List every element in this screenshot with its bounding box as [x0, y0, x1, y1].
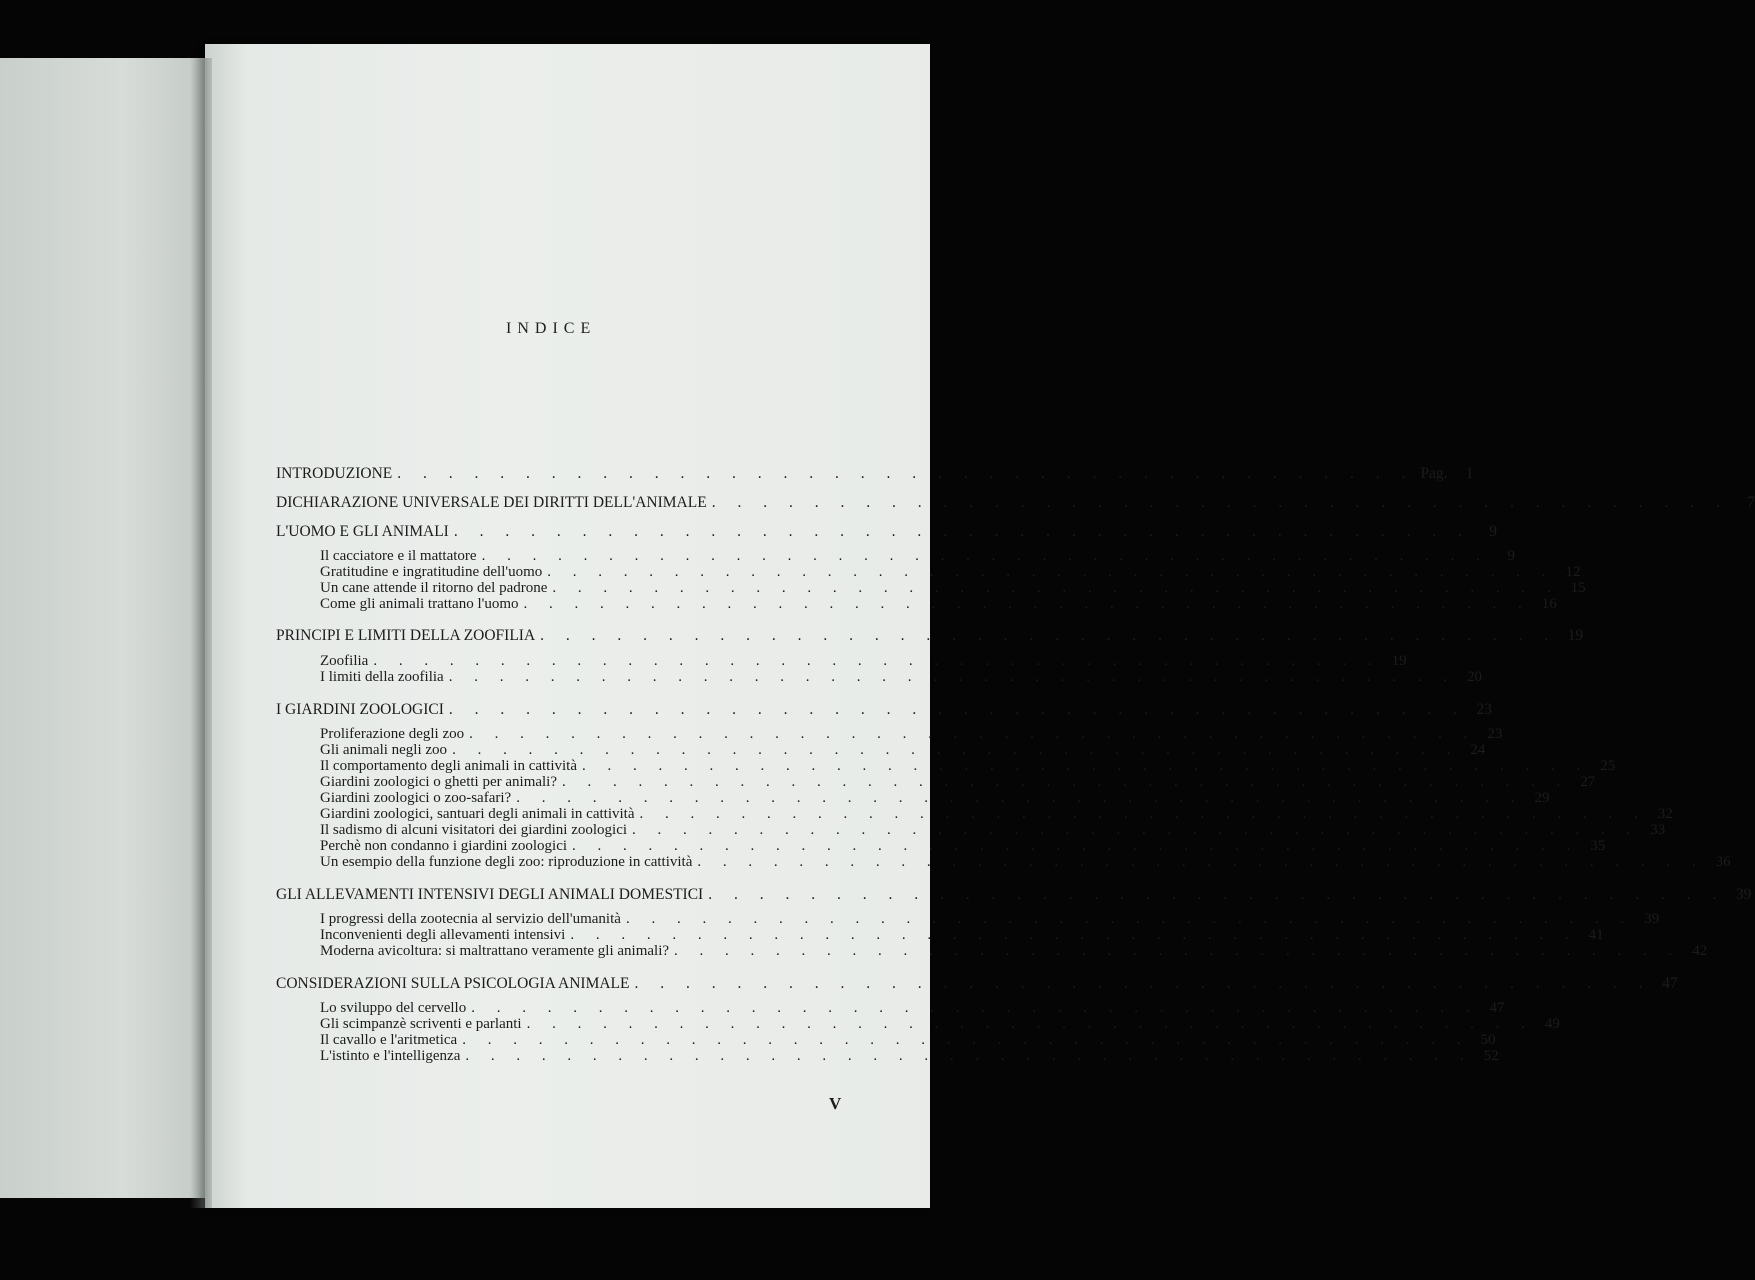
toc-entry-label: Gli animali negli zoo [320, 742, 448, 758]
leader-dots: . . . . . . . . . . . . . . . . . . . . . . . . . . . . . . . . . . . . . . . . [523, 596, 1531, 612]
toc-entry-page: 12 [1565, 564, 1581, 580]
toc-entry-label: Inconvenienti degli allevamenti intensivi [320, 927, 566, 943]
toc-entry-page: 52 [1483, 1048, 1499, 1064]
toc-entry-label: Il sadismo di alcuni visitatori dei giardini zoologici [320, 822, 628, 838]
toc-entry-page: 39 [1644, 911, 1660, 927]
toc-entry-label: Il cavallo e l'aritmetica [320, 1032, 458, 1048]
leader-dots: . . . . . . . . . . . . . . . . . . . . . . . . . . . . . . . . . . . . . . . . [570, 927, 1578, 943]
toc-subentry [320, 1000, 1505, 1016]
toc-entry-page: 25 [1600, 758, 1616, 774]
leader-dots: . . . . . . . . . . . . . . . . . . . . . . . . . . . . . . . . . . . . . . . . [397, 465, 1415, 482]
toc-subentry [320, 564, 1581, 580]
toc-entry-label: Giardini zoologici o zoo-safari? [320, 790, 512, 806]
toc-entry-label: L'UOMO E GLI ANIMALI [276, 523, 449, 540]
leader-dots: . . . . . . . . . . . . . . . . . . . . . . . . . . . . . . . . . . . . . . . . [471, 1000, 1479, 1016]
toc-entry-page: 41 [1588, 927, 1604, 943]
leader-dots: . . . . . . . . . . . . . . . . . . . . . . . . . . . . . . . . . . . . . . . . [526, 1016, 1534, 1032]
toc-entry-label: Come gli animali trattano l'uomo [320, 596, 519, 612]
toc-entry-page: 47 [1662, 975, 1678, 992]
toc-subentry [320, 806, 1673, 822]
leader-dots: . . . . . . . . . . . . . . . . . . . . . . . . . . . . . . . . . . . . . . . . [540, 627, 1558, 644]
leader-dots: . . . . . . . . . . . . . . . . . . . . . . . . . . . . . . . . . . . . . . . . [448, 669, 1456, 685]
toc-subentry [320, 790, 1550, 806]
toc-entry-page: 42 [1692, 943, 1708, 959]
toc-entry-page: 23 [1476, 701, 1493, 718]
page-folio: V [829, 1094, 842, 1113]
leader-dots: . . . . . . . . . . . . . . . . . . . . . . . . . . . . . . . . . . . . . . . . [708, 886, 1726, 903]
toc-entry-label: I GIARDINI ZOOLOGICI [276, 701, 444, 718]
toc-subentry [320, 774, 1596, 790]
leader-dots: . . . . . . . . . . . . . . . . . . . . . . . . . . . . . . . . . . . . . . . . [469, 726, 1477, 742]
leader-dots: . . . . . . . . . . . . . . . . . . . . . . . . . . . . . . . . . . . . . . . . [547, 564, 1555, 580]
toc-entry-label: Un esempio della funzione degli zoo: riproduzione in cattività [320, 854, 693, 870]
leader-dots: . . . . . . . . . . . . . . . . . . . . . . . . . . . . . . . . . . . . . . . . [711, 494, 1729, 511]
index-title: INDICE [506, 320, 597, 337]
toc-entry-page: 32 [1657, 806, 1673, 822]
page-prefix: Pag. [1420, 465, 1448, 482]
toc-entry-page: 50 [1480, 1032, 1496, 1048]
toc-entry-page: 39 [1735, 886, 1752, 903]
leader-dots: . . . . . . . . . . . . . . . . . . . . . . . . . . . . . . . . . . . . . . . . [453, 523, 1471, 540]
toc-subentry [320, 726, 1503, 742]
toc-subentry [320, 596, 1557, 612]
toc-entry-page: 1 [1465, 465, 1474, 482]
toc-subentry [320, 1032, 1496, 1048]
toc-entry [276, 975, 1678, 992]
toc-subentry [320, 1048, 1499, 1064]
toc-entry-label: Giardini zoologici o ghetti per animali? [320, 774, 558, 790]
toc-entry-label: Zoofilia [320, 653, 369, 669]
leader-dots: . . . . . . . . . . . . . . . . . . . . . . . . . . . . . . . . . . . . . . . . [697, 854, 1705, 870]
toc-subentry [320, 653, 1407, 669]
toc-entry [276, 465, 1474, 482]
toc-entry-page: 9 [1507, 548, 1515, 564]
leader-dots: . . . . . . . . . . . . . . . . . . . . . . . . . . . . . . . . . . . . . . . . [632, 822, 1640, 838]
toc-entry-label: Gratitudine e ingratitudine dell'uomo [320, 564, 543, 580]
toc-subentry [320, 927, 1604, 943]
toc-subentry [320, 822, 1666, 838]
leader-dots: . . . . . . . . . . . . . . . . . . . . . . . . . . . . . . . . . . . . . . . . [582, 758, 1590, 774]
toc-entry-page: 19 [1567, 627, 1584, 644]
leader-dots: . . . . . . . . . . . . . . . . . . . . . . . . . . . . . . . . . . . . . . . . [452, 742, 1460, 758]
toc-subentry [320, 1016, 1560, 1032]
toc-entry-label: CONSIDERAZIONI SULLA PSICOLOGIA ANIMALE [276, 975, 630, 992]
toc-entry-page: 23 [1487, 726, 1503, 742]
leader-dots: . . . . . . . . . . . . . . . . . . . . . . . . . . . . . . . . . . . . . . . . [462, 1032, 1470, 1048]
toc-entry-label: Un cane attende il ritorno del padrone [320, 580, 548, 596]
toc-subentry [320, 838, 1606, 854]
toc-entry [276, 627, 1584, 644]
toc-entry-label: I progressi della zootecnia al servizio dell'umanità [320, 911, 621, 927]
leader-dots: . . . . . . . . . . . . . . . . . . . . . . . . . . . . . . . . . . . . . . . . [562, 774, 1570, 790]
toc-entry-label: Moderna avicoltura: si maltrattano veramente gli animali? [320, 943, 670, 959]
toc-entry-page: 49 [1544, 1016, 1560, 1032]
toc-entry-label: L'istinto e l'intelligenza [320, 1048, 461, 1064]
toc-entry-page: 9 [1489, 523, 1497, 540]
toc-entry-label: I limiti della zoofilia [320, 669, 444, 685]
toc-entry-page: 15 [1570, 580, 1586, 596]
leader-dots: . . . . . . . . . . . . . . . . . . . . . . . . . . . . . . . . . . . . . . . . [572, 838, 1580, 854]
leader-dots: . . . . . . . . . . . . . . . . . . . . . . . . . . . . . . . . . . . . . . . . [373, 653, 1381, 669]
toc-entry [276, 494, 1755, 511]
toc-entry-label: GLI ALLEVAMENTI INTENSIVI DEGLI ANIMALI DOMESTICI [276, 886, 704, 903]
leader-dots: . . . . . . . . . . . . . . . . . . . . . . . . . . . . . . . . . . . . . . . . [552, 580, 1560, 596]
toc-subentry [320, 854, 1731, 870]
toc-entry-label: Giardini zoologici, santuari degli animali in cattività [320, 806, 635, 822]
leader-dots: . . . . . . . . . . . . . . . . . . . . . . . . . . . . . . . . . . . . . . . . [481, 548, 1489, 564]
toc-entry-label: DICHIARAZIONE UNIVERSALE DEI DIRITTI DELL'ANIMALE [276, 494, 707, 511]
toc-entry-page: 20 [1466, 669, 1482, 685]
toc-entry-page: 19 [1391, 653, 1407, 669]
toc-entry-label: Il cacciatore e il mattatore [320, 548, 477, 564]
toc-entry-page: 7 [1747, 494, 1755, 511]
toc-entry-label: Il comportamento degli animali in cattività [320, 758, 578, 774]
toc-entry [276, 523, 1497, 540]
leader-dots: . . . . . . . . . . . . . . . . . . . . . . . . . . . . . . . . . . . . . . . . [625, 911, 1634, 927]
toc-entry-label: Gli scimpanzè scriventi e parlanti [320, 1016, 522, 1032]
toc-entry-page: 27 [1580, 774, 1596, 790]
toc-entry-page: 35 [1590, 838, 1606, 854]
toc-entry-label: INTRODUZIONE [276, 465, 393, 482]
toc-subentry [320, 943, 1708, 959]
toc-subentry [320, 742, 1486, 758]
leader-dots: . . . . . . . . . . . . . . . . . . . . . . . . . . . . . . . . . . . . . . . . [516, 790, 1524, 806]
toc-entry-label: Perchè non condanno i giardini zoologici [320, 838, 568, 854]
toc-entry [276, 886, 1752, 903]
toc-entry-page: 47 [1489, 1000, 1505, 1016]
toc-entry-page: 24 [1470, 742, 1486, 758]
leader-dots: . . . . . . . . . . . . . . . . . . . . . . . . . . . . . . . . . . . . . . . . [465, 1048, 1473, 1064]
toc-entry-page: 29 [1534, 790, 1550, 806]
toc-entry-page: 16 [1541, 596, 1557, 612]
toc-entry-label: Lo sviluppo del cervello [320, 1000, 467, 1016]
toc-entry-page: 33 [1650, 822, 1666, 838]
toc-subentry [320, 580, 1586, 596]
toc-subentry [320, 758, 1616, 774]
leader-dots: . . . . . . . . . . . . . . . . . . . . . . . . . . . . . . . . . . . . . . . . [674, 943, 1682, 959]
toc-entry-page: 36 [1715, 854, 1731, 870]
leader-dots: . . . . . . . . . . . . . . . . . . . . . . . . . . . . . . . . . . . . . . . . [448, 701, 1467, 718]
toc-entry-label: Proliferazione degli zoo [320, 726, 465, 742]
toc-subentry [320, 548, 1515, 564]
toc-subentry [320, 911, 1660, 927]
leader-dots: . . . . . . . . . . . . . . . . . . . . . . . . . . . . . . . . . . . . . . . . [639, 806, 1647, 822]
toc-entry-label: PRINCIPI E LIMITI DELLA ZOOFILIA [276, 627, 536, 644]
leader-dots: . . . . . . . . . . . . . . . . . . . . . . . . . . . . . . . . . . . . . . . . [634, 975, 1652, 992]
toc-subentry [320, 669, 1482, 685]
toc-entry [276, 701, 1493, 718]
